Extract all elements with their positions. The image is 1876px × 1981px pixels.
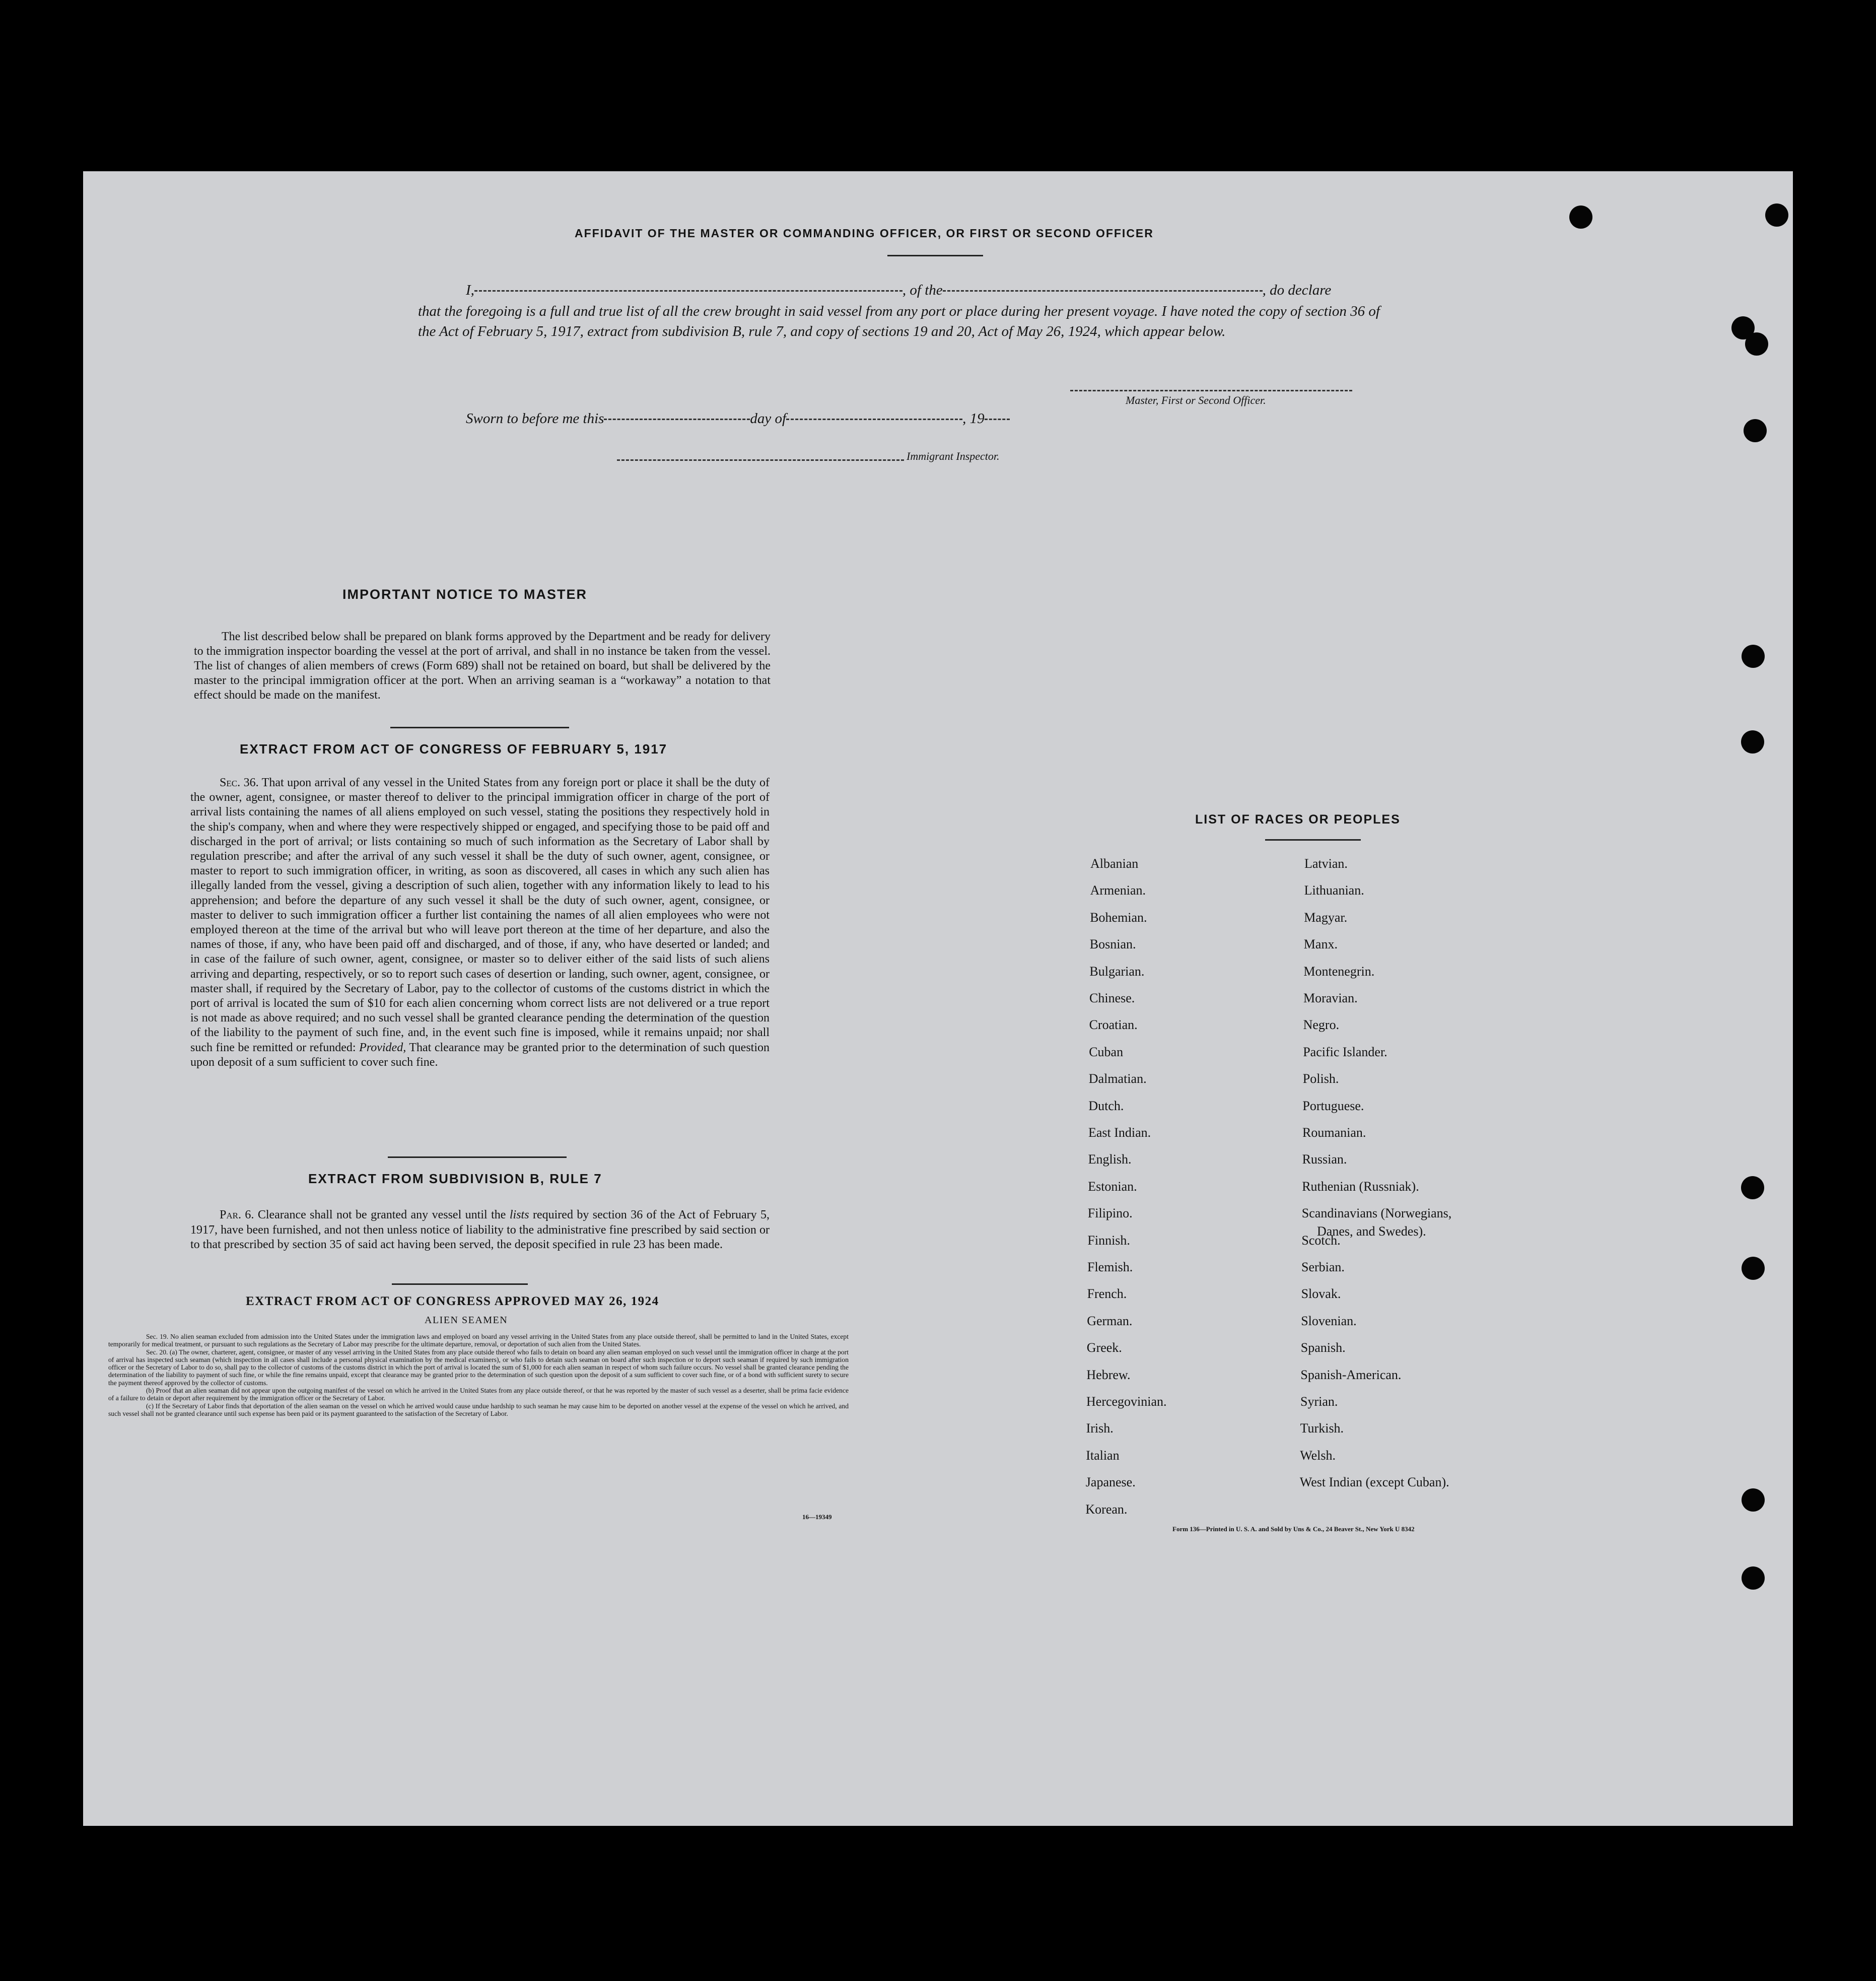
race-item: Russian. (1302, 1152, 1347, 1167)
race-item: Spanish. (1300, 1340, 1346, 1355)
divider (390, 727, 569, 728)
race-item: East Indian. (1088, 1125, 1151, 1140)
section-36-tail: That clearance may be granted prior to the determination of such question upon deposit of a sum sufficient to cover such fine. (190, 1041, 770, 1069)
section-20a-text: Sec. 20. (a) The owner, charterer, agent, consignee, or master of any vessel arriving in the United States from any place outside thereof who fails to detain on board any alien seaman employed on such vessel until the immigration officer in charge at the port of arrival has inspected such seaman (which inspection in all cases shall include a personal physical examination by the medical examiners), or who fails to detain such seaman on board after such inspection or to deport such seaman if required by such immigration officer or the Secretary of Labor to do so, shall pay to the collector of customs of the customs district in which the port of arrival is located the sum of $1,000 for each alien seaman in respect of whom such failure occurs. No vessel shall be granted clearance pending the determination of the liability to payment of such fine, or while the fine remains unpaid, except that clearance may be granted prior to the determination of such question upon the deposit of a sum sufficient to cover such fine, or of a bond with sufficient surety to secure the payment thereof approved by the collector of customs. (108, 1348, 849, 1387)
race-item: Croatian. (1089, 1017, 1138, 1033)
sworn-label: Sworn to before me this (466, 411, 604, 427)
race-item: Finnish. (1087, 1233, 1130, 1248)
race-item: Armenian. (1090, 883, 1146, 898)
punch-hole (1741, 1176, 1764, 1199)
race-item: Cuban (1089, 1044, 1124, 1059)
affidavit-body: that the foregoing is a full and true list of all the crew brought in said vessel from any port or place during her present voyage. I have noted the copy of section 36 of the Act of February 5, 1917, extract from subdivision B, rule 7, and copy of sections 19 and 20, Act of May 26, 1924, which appear below. (418, 303, 1380, 339)
race-item: Scandinavians (Norwegians, (1301, 1206, 1452, 1221)
race-item: Korean. (1085, 1501, 1128, 1517)
race-item: Manx. (1303, 937, 1338, 952)
divider (1265, 839, 1361, 841)
sworn-month-field[interactable] (786, 419, 962, 420)
section-19-text: Sec. 19. No alien seaman excluded from admission into the United States under the immigration laws and employed on board any vessel arriving in the United States from any place outside thereof, shall be permitted to land in the United States, except temporarily for medical treatment, or pursuant to such regulations as the Secretary of Labor may prescribe for the ultimate departure, removal, or deportation of such alien from the United States. (108, 1333, 849, 1348)
race-item: Welsh. (1300, 1448, 1336, 1463)
race-item: Ruthenian (Russniak). (1302, 1179, 1419, 1194)
race-item: Hercegovinian. (1086, 1394, 1167, 1409)
race-item: Negro. (1303, 1017, 1340, 1033)
punch-hole (1744, 419, 1767, 442)
affidavit-title: AFFIDAVIT OF THE MASTER OR COMMANDING OFFICER, OR FIRST OR SECOND OFFICER (575, 227, 1154, 240)
race-item: Pacific Islander. (1303, 1044, 1387, 1059)
declarant-prefix: I, (466, 282, 474, 298)
notice-title: IMPORTANT NOTICE TO MASTER (342, 587, 587, 602)
race-item: Spanish-American. (1300, 1367, 1402, 1382)
punch-hole (1742, 1488, 1765, 1512)
race-item: Moravian. (1303, 991, 1358, 1005)
scandinavians-continuation: Danes, and Swedes). (1317, 1224, 1426, 1239)
inspector-signature-label: Immigrant Inspector. (907, 450, 1000, 462)
race-item: Greek. (1086, 1340, 1122, 1355)
sworn-year-field[interactable] (985, 419, 1010, 420)
of-the-label: , of the (902, 282, 943, 298)
race-item: Latvian. (1304, 856, 1348, 871)
race-item: Albanian (1090, 856, 1139, 871)
extract-1917-title: EXTRACT FROM ACT OF CONGRESS OF FEBRUARY 5, 1917 (240, 741, 668, 757)
race-item: Dutch. (1088, 1098, 1124, 1113)
divider (887, 255, 983, 256)
race-item: Scotch. (1301, 1233, 1341, 1248)
race-item: Italian (1086, 1448, 1120, 1463)
extract-1924-body (108, 1333, 849, 1417)
race-item: Magyar. (1304, 910, 1348, 925)
race-item: Syrian. (1300, 1394, 1338, 1409)
par-6-label: Par. 6. (220, 1208, 254, 1221)
race-item: Bosnian. (1089, 937, 1136, 952)
sworn-day-field[interactable] (604, 419, 750, 420)
rule-7-title: EXTRACT FROM SUBDIVISION B, RULE 7 (308, 1171, 602, 1186)
extract-1917-body (190, 776, 770, 1070)
par-6-text-b: required by section 36 of the Act of February 5, 1917, have been furnished, and not then unless notice of liability to the administrative fine prescribed by said section or to that prescribed by section 35 of said act having been served, the deposit specified in rule 23 has been made. (190, 1208, 770, 1251)
race-item: Bohemian. (1090, 910, 1147, 925)
punch-hole (1742, 1566, 1765, 1590)
declarant-name-field[interactable] (474, 290, 902, 292)
notice-body: The list described below shall be prepared on blank forms approved by the Department and be ready for delivery to the immigration inspector boarding the vessel at the port of arrival, and shall in no instance be taken from the vessel. The list of changes of alien members of crews (Form 689) shall not be retained on board, but shall be delivered by the master to the principal immigration officer at the port. When an arriving seaman is a “workaway” a notation to that effect should be made on the manifest. (194, 630, 771, 702)
race-item: Flemish. (1087, 1260, 1133, 1274)
punch-hole (1569, 206, 1592, 229)
punch-hole (1742, 645, 1765, 668)
race-item: Turkish. (1300, 1421, 1344, 1436)
race-item: Filipino. (1087, 1206, 1133, 1221)
race-item: Irish. (1086, 1421, 1114, 1436)
form-code: 16—19349 (802, 1513, 832, 1521)
rule-7-body (190, 1208, 770, 1253)
inspector-signature-line[interactable] (617, 452, 904, 461)
races-title: LIST OF RACES OR PEOPLES (1195, 812, 1401, 827)
race-item: Bulgarian. (1089, 964, 1145, 979)
section-36-text: That upon arrival of any vessel in the United States from any foreign port or place it shall be the duty of the owner, agent, consignee, or master thereof to deliver to the principal immigration officer in charge of the port of arrival lists containing the names of all aliens employed on such vessel, stating the positions they respectively hold in the ship's company, when and where they were respectively shipped or engaged, and specifying those to be paid off and discharged in the port of arrival; or lists containing so much of such information as the Secretary of Labor shall by regulation prescribe; and after the arrival of any such vessel it shall be the duty of such owner, agent, consignee, or master to report to such immigration officer, in writing, as soon as discovered, all cases in which any such alien has illegally landed from the vessel, giving a description of such alien, together with any information likely to lead to his apprehension; and before the departure of any such vessel it shall be the duty of such owner, agent, consignee, or master to deliver to such immigration officer a further list containing the names of all alien employees who were not employed thereon at the time of the arrival but who will leave port thereon at the time of her departure, and also the names of those, if any, who have been paid off and discharged, and of those, if any, who have deserted or landed; and in case of the failure of such owner, agent, consignee, or master so to deliver either of the said lists of such aliens arriving and departing, respectively, or so to report such cases of desertion or landing, such owner, agent, consignee, or master shall, if required by the Secretary of Labor, pay to the collector of customs of the customs district in which the port of arrival is located the sum of $10 for each alien concerning whom correct lists are not delivered or a true report is not made as above required; and no such vessel shall be granted clearance pending the determination of the question of the liability to the payment of such fine, and, in the event such fine is imposed, while it remains unpaid; nor shall such fine be remitted or refunded: (190, 776, 770, 1054)
divider (392, 1283, 528, 1285)
master-signature-label: Master, First or Second Officer. (1126, 394, 1266, 406)
race-item: German. (1087, 1313, 1133, 1328)
race-item: Serbian. (1301, 1260, 1345, 1274)
race-item: Japanese. (1085, 1475, 1136, 1490)
do-declare-label: , do declare (1262, 282, 1332, 298)
race-item: Slovak. (1301, 1286, 1341, 1302)
section-36-label: Sec. 36. (220, 776, 259, 789)
section-20c-text: (c) If the Secretary of Labor finds that deportation of the alien seaman on the vessel on which he arrived would cause undue hardship to such seaman he may cause him to be deported on another vessel at the expense of the vessel on which he arrived, and such vessel shall not be granted clearance until such expense has been paid or its payment guaranteed to the satisfaction of the Secretary of Labor. (108, 1402, 849, 1417)
race-item: French. (1087, 1286, 1127, 1302)
sworn-line (466, 411, 1010, 427)
race-item: Dalmatian. (1088, 1071, 1147, 1086)
alien-seamen-subtitle: ALIEN SEAMEN (425, 1315, 508, 1326)
provided-label: Provided, (359, 1041, 406, 1054)
punch-hole (1765, 203, 1788, 227)
race-item: Hebrew. (1086, 1367, 1131, 1382)
punch-hole (1745, 332, 1768, 356)
race-item: West Indian (except Cuban). (1299, 1475, 1449, 1490)
day-of-label: day of (750, 411, 787, 427)
race-item: Estonian. (1088, 1179, 1137, 1194)
affidavit-declaration-line (466, 282, 1380, 299)
race-item: Polish. (1302, 1071, 1339, 1086)
year-label: , 19 (962, 411, 985, 427)
race-item: Montenegrin. (1303, 964, 1375, 979)
divider (388, 1156, 567, 1158)
race-item: Slovenian. (1301, 1313, 1357, 1328)
race-item: Lithuanian. (1304, 883, 1364, 898)
race-item: Chinese. (1089, 991, 1135, 1005)
punch-hole (1742, 1257, 1765, 1280)
punch-hole (1741, 730, 1764, 754)
extract-1924-title: EXTRACT FROM ACT OF CONGRESS APPROVED MAY 26, 1924 (246, 1294, 659, 1308)
form-footer: Form 136—Printed in U. S. A. and Sold by Uns & Co., 24 Beaver St., New York U 8342 (1172, 1525, 1415, 1533)
race-item: Roumanian. (1302, 1125, 1366, 1140)
master-signature-line[interactable] (1070, 383, 1352, 391)
race-item: Portuguese. (1302, 1098, 1364, 1113)
lists-word: lists (509, 1208, 529, 1221)
race-item: English. (1088, 1152, 1132, 1167)
par-6-text-a: Clearance shall not be granted any vessel until the (257, 1208, 506, 1221)
vessel-name-field[interactable] (943, 290, 1263, 292)
section-20b-text: (b) Proof that an alien seaman did not appear upon the outgoing manifest of the vessel on which he arrived in the United States from any place outside thereof, or that he was reported by the master of such vessel as a deserter, shall be prima facie evidence of a failure to detain or deport after requirement by the immigration officer or the Secretary of Labor. (108, 1387, 849, 1402)
